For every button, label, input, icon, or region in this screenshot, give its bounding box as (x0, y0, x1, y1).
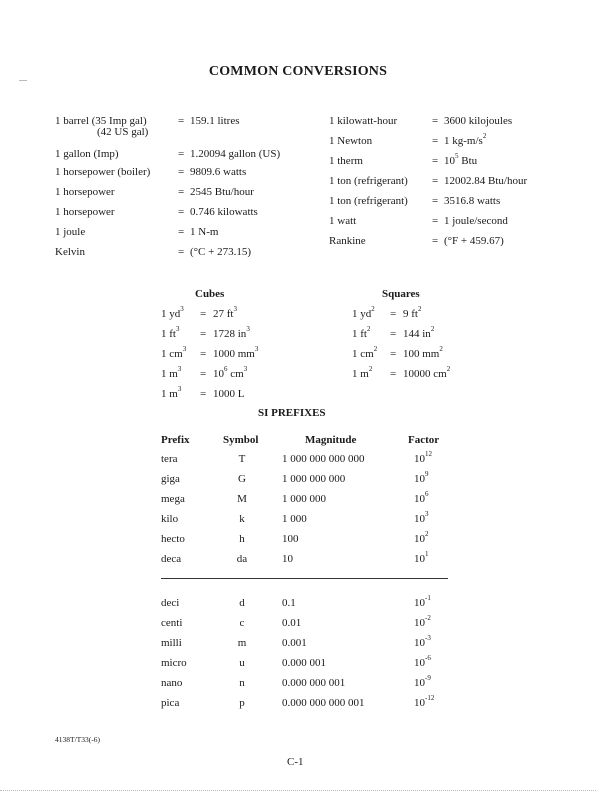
conversion-unit: Rankine (329, 235, 366, 247)
rhs-text: 144 in (403, 328, 431, 340)
si-symbol: M (237, 493, 247, 505)
factor-base: 10 (414, 657, 425, 669)
superscript: -9 (425, 674, 431, 683)
conversion-unit: 1 kilowatt-hour (329, 115, 398, 127)
value-text: 12002.84 Btu/hour (444, 175, 528, 187)
si-factor (414, 674, 431, 689)
equals-sign: = (432, 195, 439, 207)
value-text: 1 kg-m/s (444, 135, 483, 147)
si-factor (414, 530, 429, 545)
superscript: 9 (425, 470, 429, 479)
equals-sign: = (390, 308, 397, 320)
value-text: (°F + 459.67) (444, 235, 504, 247)
conversion-unit: 1 joule (55, 226, 86, 238)
conversion-value (444, 235, 504, 247)
squares-heading: Squares (382, 288, 420, 300)
si-magnitude: 0.000 001 (282, 657, 326, 669)
si-symbol: k (239, 513, 245, 525)
si-magnitude: 0.000 000 001 (282, 677, 346, 689)
equals-sign: = (200, 328, 207, 340)
conversion-value (444, 115, 512, 127)
superscript: 3 (246, 325, 250, 334)
equals-sign: = (432, 175, 439, 187)
value-text: 3516.8 watts (444, 195, 501, 207)
superscript: 3 (180, 305, 184, 314)
equals-sign: = (200, 348, 207, 360)
si-magnitude: 1 000 000 (282, 493, 326, 505)
si-factor (414, 490, 429, 505)
superscript: -2 (425, 614, 431, 623)
scan-mark (19, 80, 27, 81)
cubes-lhs (161, 385, 182, 400)
rhs-suffix: cm (227, 368, 244, 380)
si-prefix: deca (161, 553, 182, 565)
squares-rhs (403, 345, 443, 360)
squares-rhs (403, 305, 422, 320)
superscript: 2 (446, 365, 451, 374)
conversion-unit: 1 ton (refrigerant) (329, 195, 408, 207)
value-text: 9809.6 watts (190, 166, 247, 178)
conversion-unit: 1 barrel (35 Imp gal) (55, 115, 147, 127)
value-text: 1.20094 gallon (US) (190, 148, 281, 160)
equals-sign: = (178, 226, 185, 238)
superscript: 3 (177, 365, 182, 374)
value-text: 1 N-m (190, 226, 219, 238)
page-edge (0, 790, 596, 791)
si-col-prefix: Prefix (161, 434, 190, 446)
si-col-factor: Factor (408, 434, 440, 446)
cubes-lhs (161, 365, 182, 380)
conversion-value (190, 186, 254, 198)
si-factor (414, 510, 429, 525)
conversion-value (444, 152, 478, 167)
conversion-value (444, 215, 508, 227)
rhs-text: 27 ft (213, 308, 234, 320)
conversion-unit-alt: (42 US gal) (97, 126, 149, 138)
cubes-rhs (213, 325, 250, 340)
superscript: 3 (254, 345, 259, 354)
equals-sign: = (432, 115, 439, 127)
conversion-value (444, 175, 527, 187)
lhs-text: 1 m (161, 368, 178, 380)
superscript: 3 (177, 385, 182, 394)
rhs-text: 9 ft (403, 308, 418, 320)
si-symbol: n (239, 677, 245, 689)
si-prefix: hecto (161, 533, 185, 545)
si-prefix: micro (161, 657, 187, 669)
cubes-lhs (161, 325, 180, 340)
si-prefix: milli (161, 637, 182, 649)
superscript: 2 (417, 305, 422, 314)
si-symbol: da (236, 553, 248, 565)
si-magnitude: 0.01 (282, 617, 302, 629)
si-col-symbol: Symbol (223, 434, 259, 446)
si-symbol: G (238, 473, 246, 485)
superscript: 3 (233, 305, 237, 314)
si-prefix: centi (161, 617, 183, 629)
si-magnitude: 1 000 000 000 (282, 473, 346, 485)
si-factor (414, 470, 429, 485)
si-prefix: tera (161, 453, 178, 465)
factor-base: 10 (414, 513, 425, 525)
cubes-lhs (161, 345, 187, 360)
factor-base: 10 (414, 453, 425, 465)
equals-sign: = (200, 388, 207, 400)
conversion-unit: 1 therm (329, 155, 363, 167)
conversion-unit: Kelvin (55, 246, 85, 258)
factor-base: 10 (414, 493, 425, 505)
equals-sign: = (178, 186, 185, 198)
superscript: -1 (425, 594, 431, 603)
lhs-text: 1 m (161, 388, 178, 400)
equals-sign: = (432, 135, 439, 147)
equals-sign: = (178, 148, 185, 160)
factor-base: 10 (414, 617, 425, 629)
si-col-magnitude: Magnitude (305, 434, 357, 446)
conversion-unit: 1 horsepower (boiler) (55, 166, 151, 178)
equals-sign: = (390, 328, 397, 340)
conversion-value (190, 115, 240, 127)
equals-sign: = (200, 308, 207, 320)
value-suffix: Btu (458, 155, 478, 167)
value-text: 3600 kilojoules (444, 115, 513, 127)
superscript: 2 (373, 345, 378, 354)
si-prefix: nano (161, 677, 183, 689)
value-text: (°C + 273.15) (190, 246, 252, 258)
conversion-value (444, 195, 500, 207)
superscript: 3 (243, 365, 248, 374)
superscript: 12 (425, 450, 432, 459)
factor-base: 10 (414, 553, 425, 565)
page-title: COMMON CONVERSIONS (208, 64, 388, 79)
conversion-unit: 1 Newton (329, 135, 373, 147)
squares-rhs (403, 325, 435, 340)
si-symbol: c (239, 617, 245, 629)
si-magnitude: 0.000 000 000 001 (282, 697, 365, 709)
conversion-value (190, 148, 280, 160)
si-magnitude: 1 000 (282, 513, 307, 525)
superscript: 2 (425, 530, 429, 539)
si-magnitude: 0.1 (282, 597, 296, 609)
cubes-rhs (213, 345, 259, 360)
lhs-text: 1 ft (161, 328, 176, 340)
superscript: 6 (425, 490, 429, 499)
superscript: 2 (482, 132, 487, 141)
superscript: 3 (425, 510, 429, 519)
conversion-value (444, 132, 487, 147)
si-factor (414, 694, 435, 709)
factor-base: 10 (414, 637, 425, 649)
squares-rhs (403, 365, 451, 380)
rhs-text: 10 (213, 368, 224, 380)
equals-sign: = (390, 348, 397, 360)
rhs-text: 1728 in (213, 328, 247, 340)
conversion-value (190, 166, 246, 178)
si-factor (414, 450, 432, 465)
conversion-value (190, 246, 251, 258)
si-factor (414, 594, 431, 609)
superscript: 2 (368, 365, 373, 374)
si-prefix: mega (161, 493, 185, 505)
rhs-text: 1000 mm (213, 348, 255, 360)
conversion-unit: 1 watt (329, 215, 357, 227)
value-text: 1 joule/second (444, 215, 508, 227)
equals-sign: = (432, 235, 439, 247)
lhs-text: 1 m (352, 368, 369, 380)
document-code: 4138T/T33(-6) (55, 735, 100, 744)
value-text: 2545 Btu/hour (190, 186, 254, 198)
cubes-lhs (161, 305, 184, 320)
cubes-rhs (213, 388, 244, 400)
squares-lhs (352, 305, 375, 320)
equals-sign: = (178, 115, 185, 127)
si-magnitude: 1 000 000 000 000 (282, 453, 365, 465)
superscript: -12 (425, 694, 435, 703)
factor-base: 10 (414, 533, 425, 545)
si-symbol: u (239, 657, 245, 669)
superscript: 2 (371, 305, 375, 314)
conversion-unit: 1 ton (refrigerant) (329, 175, 408, 187)
superscript: 2 (430, 325, 435, 334)
si-magnitude: 0.001 (282, 637, 307, 649)
si-magnitude: 10 (282, 553, 293, 565)
conversion-value (190, 206, 258, 218)
superscript: 6 (224, 365, 228, 374)
page-number: C-1 (287, 756, 304, 768)
superscript: 5 (455, 152, 459, 161)
conversion-unit: 1 horsepower (55, 186, 115, 198)
si-symbol: h (239, 533, 245, 545)
si-factor (414, 654, 431, 669)
value-text: 159.1 litres (190, 115, 240, 127)
equals-sign: = (178, 246, 185, 258)
si-prefix: kilo (161, 513, 179, 525)
rhs-text: 100 mm (403, 348, 440, 360)
factor-base: 10 (414, 677, 425, 689)
squares-lhs (352, 345, 378, 360)
superscript: -3 (425, 634, 431, 643)
value-text: 0.746 kilowatts (190, 206, 258, 218)
equals-sign: = (200, 368, 207, 380)
equals-sign: = (432, 215, 439, 227)
squares-lhs (352, 325, 371, 340)
conversion-unit: 1 gallon (Imp) (55, 148, 119, 160)
factor-base: 10 (414, 597, 425, 609)
superscript: 3 (182, 345, 187, 354)
si-factor (414, 614, 431, 629)
factor-base: 10 (414, 697, 425, 709)
si-symbol: p (239, 697, 245, 709)
si-symbol: d (239, 597, 245, 609)
lhs-text: 1 yd (352, 308, 372, 320)
si-table-divider (161, 578, 448, 579)
si-magnitude: 100 (282, 533, 299, 545)
si-prefix: giga (161, 473, 180, 485)
equals-sign: = (390, 368, 397, 380)
conversion-unit: 1 horsepower (55, 206, 115, 218)
si-factor (414, 634, 431, 649)
superscript: 2 (366, 325, 371, 334)
equals-sign: = (178, 166, 185, 178)
superscript: 2 (439, 345, 443, 354)
si-symbol: T (238, 453, 246, 465)
si-prefixes-heading: SI PREFIXES (258, 407, 326, 419)
lhs-text: 1 cm (352, 348, 374, 360)
squares-lhs (352, 365, 373, 380)
lhs-text: 1 ft (352, 328, 367, 340)
superscript: 1 (425, 550, 429, 559)
cubes-rhs (213, 305, 237, 320)
value-text: 10 (444, 155, 455, 167)
si-symbol: m (237, 637, 247, 649)
equals-sign: = (178, 206, 185, 218)
lhs-text: 1 cm (161, 348, 183, 360)
cubes-heading: Cubes (195, 288, 225, 300)
rhs-text: 1000 L (213, 388, 245, 400)
lhs-text: 1 yd (161, 308, 181, 320)
superscript: 3 (175, 325, 180, 334)
conversion-value (190, 226, 218, 238)
factor-base: 10 (414, 473, 425, 485)
cubes-rhs (213, 365, 248, 380)
si-factor (414, 550, 429, 565)
equals-sign: = (432, 155, 439, 167)
si-prefix: deci (161, 597, 180, 609)
rhs-text: 10000 cm (403, 368, 447, 380)
si-prefix: pica (161, 697, 180, 709)
superscript: -6 (425, 654, 431, 663)
